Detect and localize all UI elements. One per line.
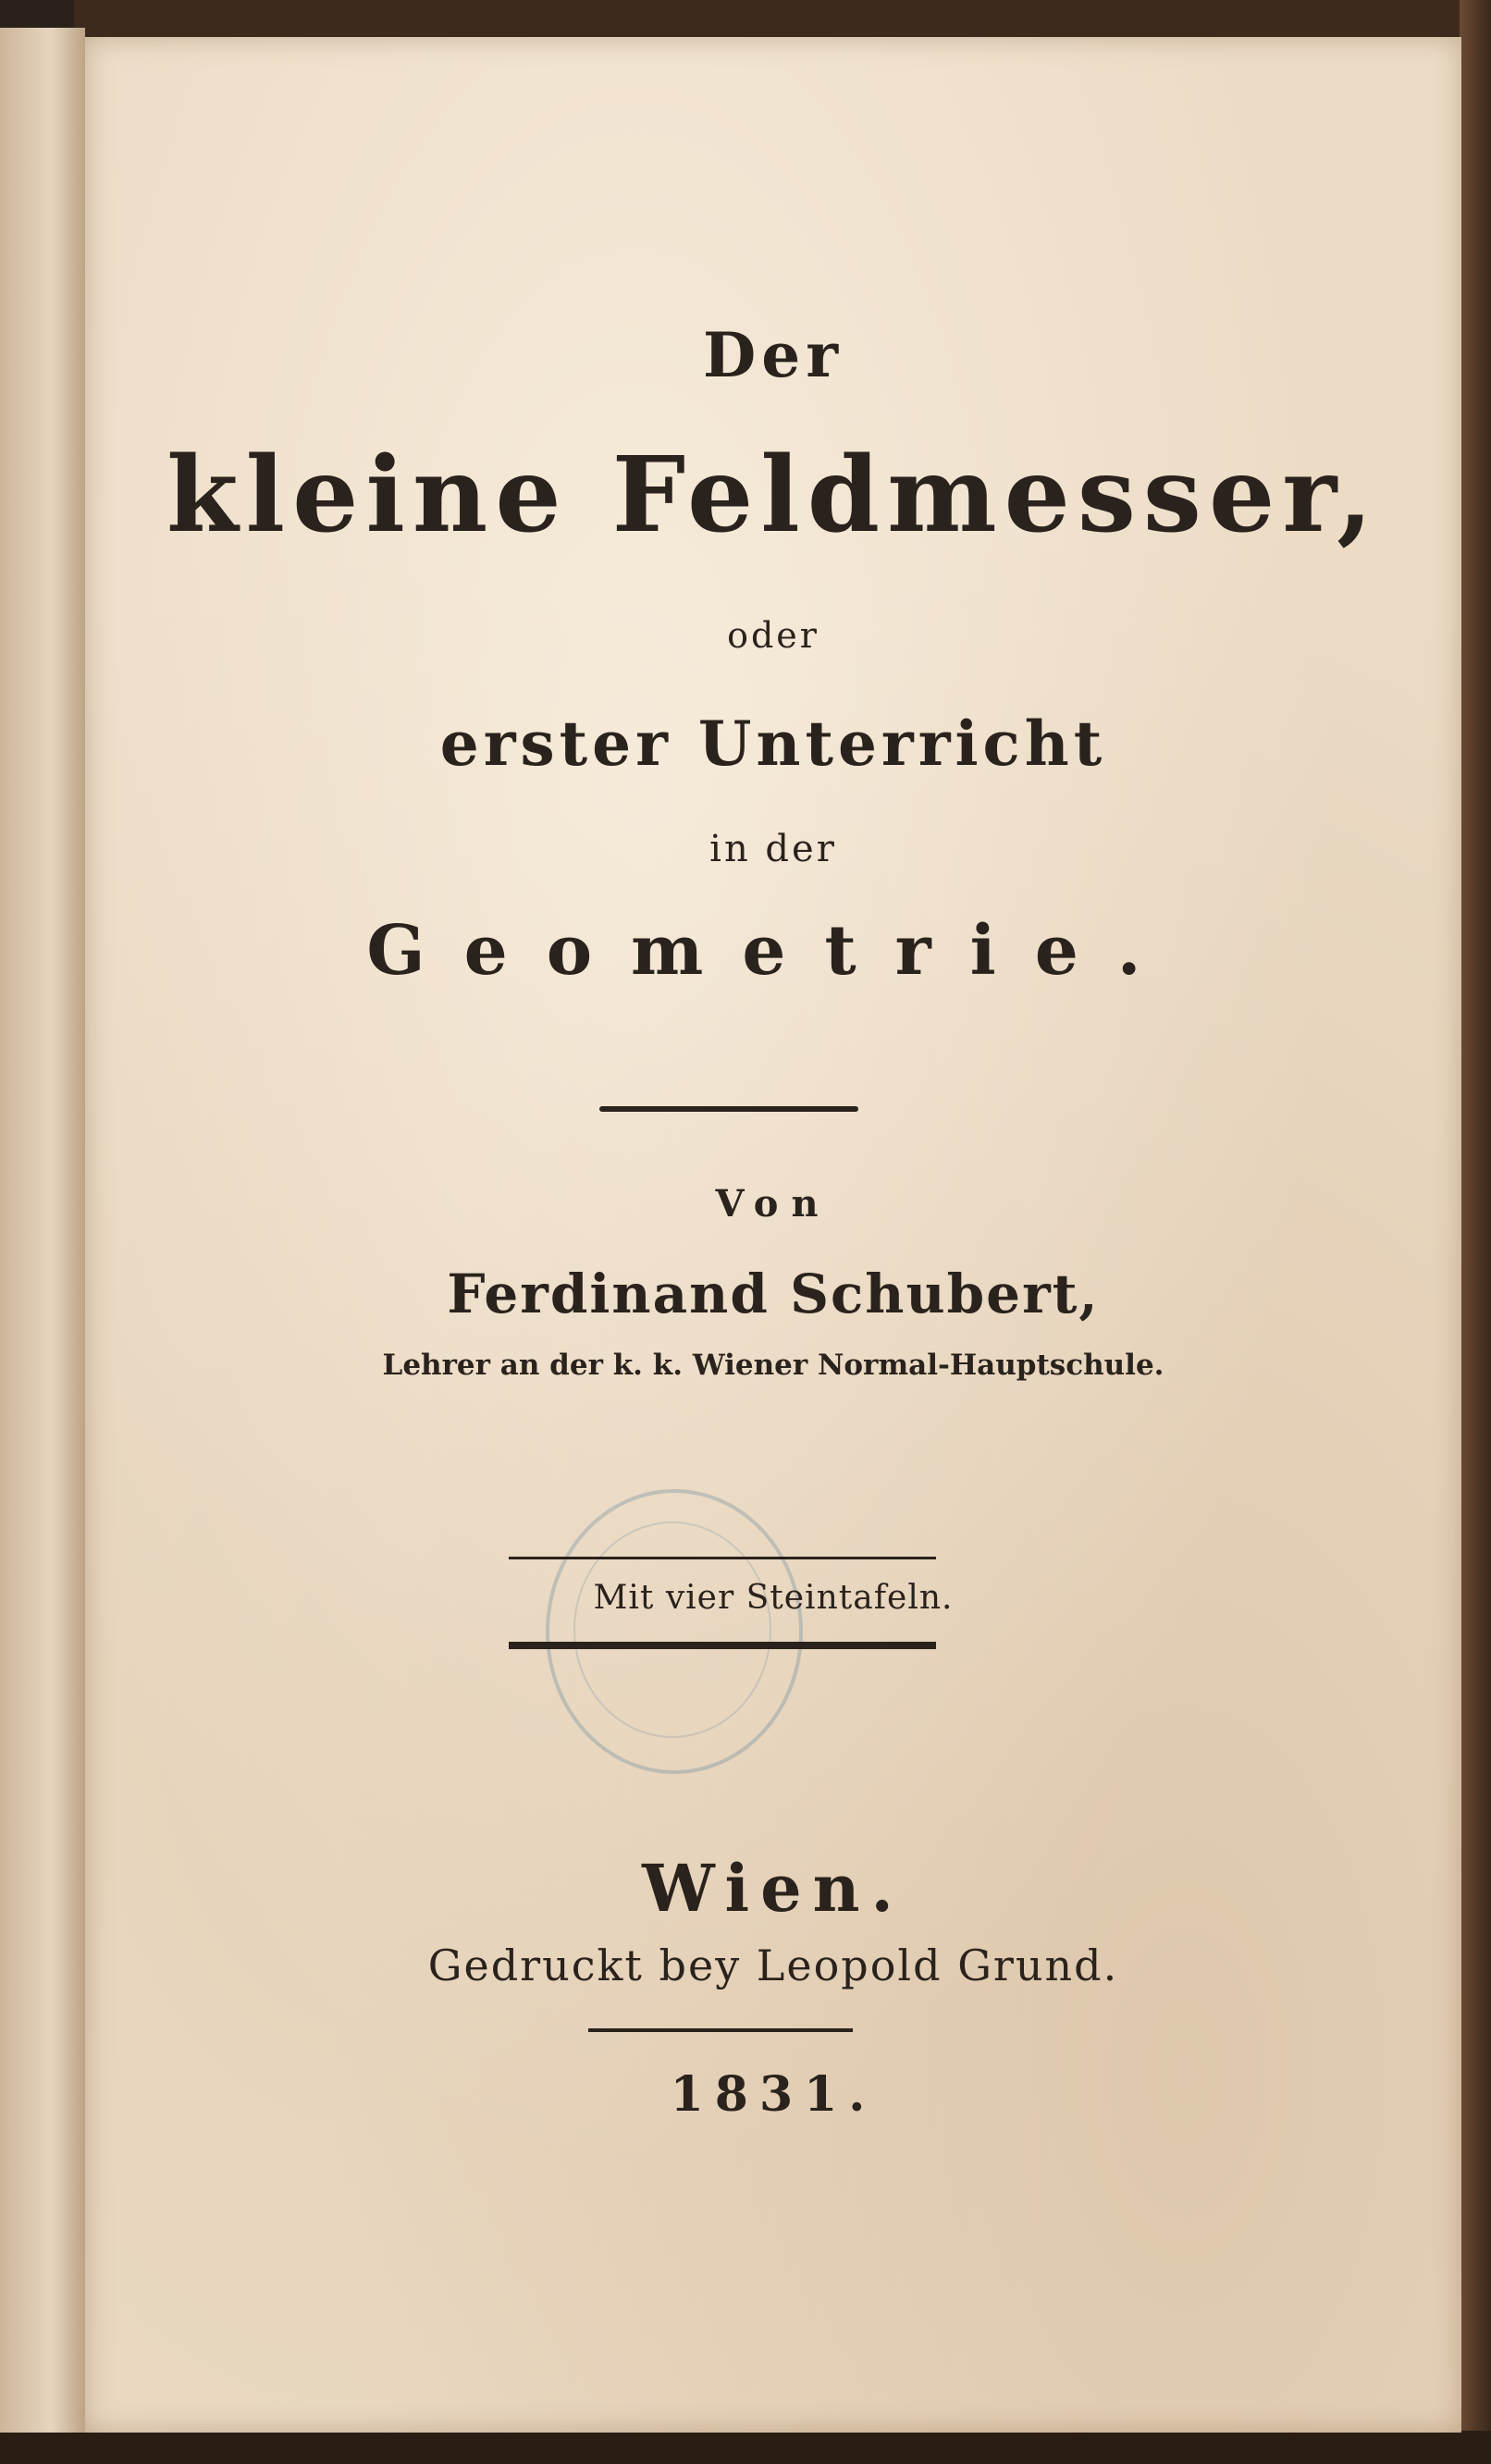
left-page-edge — [0, 28, 85, 2433]
publication-year: 1831. — [670, 2066, 877, 2123]
subtitle-line-1: erster Unterricht — [439, 708, 1107, 780]
plates-rule-top — [509, 1557, 936, 1559]
plates-rule-bottom — [509, 1642, 936, 1649]
title-line-2: kleine Feldmesser, — [166, 435, 1381, 556]
title-line-1: Der — [703, 319, 844, 391]
library-stamp-inner-ring — [573, 1522, 771, 1738]
ornamental-rule-2 — [588, 2028, 853, 2032]
binding-top-edge — [74, 0, 1491, 37]
subtitle-line-2: in der — [709, 828, 837, 870]
ornamental-rule-1 — [599, 1106, 858, 1112]
place-of-printing: Wien. — [642, 1850, 905, 1927]
subtitle-line-3: Geometrie. — [366, 911, 1180, 991]
author-name: Ferdinand Schubert, — [447, 1263, 1100, 1325]
author-role: Lehrer an der k. k. Wiener Normal-Hauptschule. — [382, 1349, 1164, 1382]
printer-line: Gedruckt bey Leopold Grund. — [427, 1940, 1119, 1990]
title-connector: oder — [727, 615, 819, 656]
by-label: Von — [715, 1182, 832, 1226]
binding-bottom-edge — [0, 2431, 1491, 2464]
plates-note: Mit vier Steintafeln. — [593, 1579, 954, 1617]
binding-right-edge — [1460, 0, 1491, 2464]
